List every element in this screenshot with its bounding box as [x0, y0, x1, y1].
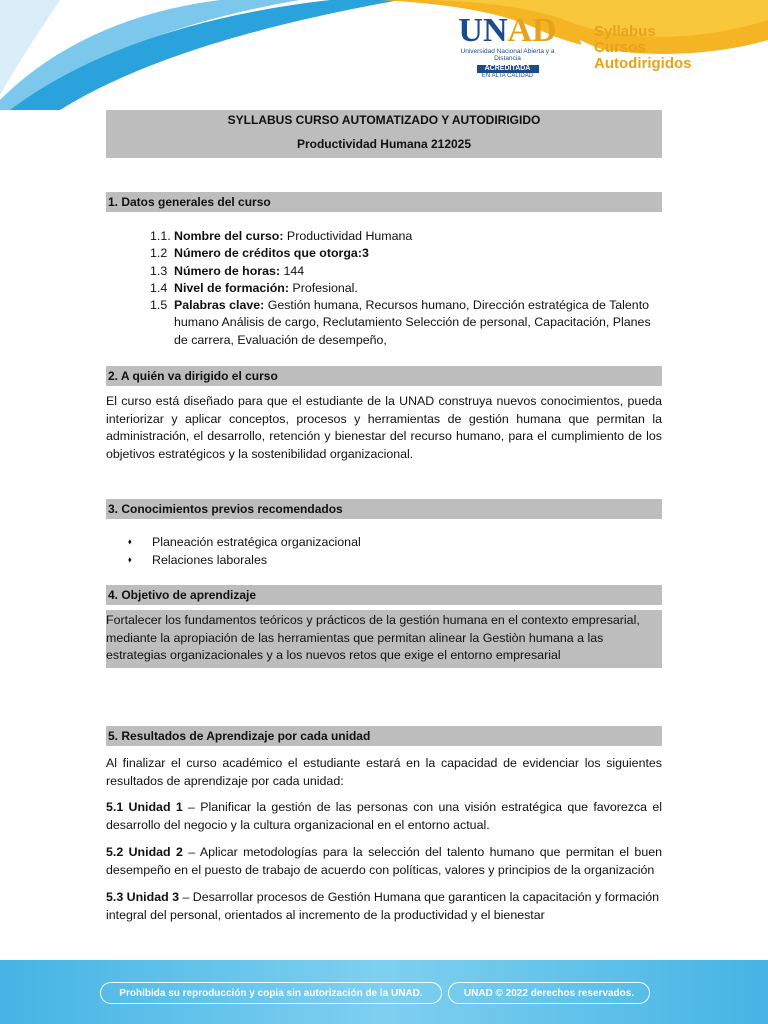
- unit-1-result: 5.1 Unidad 1 – Planificar la gestión de las personas con una visión estratégica que favorezca el desarrollo del negocio y la cultura organizacional en el entorno actual.: [106, 800, 662, 832]
- course-name-title: Productividad Humana 212025: [296, 137, 472, 151]
- course-general-data-list: [150, 228, 662, 349]
- logo-university-name: Universidad Nacional Abierta y a Distancia: [460, 48, 555, 62]
- section4-text: Fortalecer los fundamentos teóricos y prácticos de la gestión humana en el contexto empresarial, mediante la apropiación de las herramientas que permitan alinear la Gestiòn humana a las estrategias organizacionales y a los nuevos retos que exige el entorno empresarial: [106, 610, 662, 668]
- list-item: ⬧ Planeación estratégica organizacional: [128, 535, 361, 549]
- bullet-icon: ⬧: [128, 555, 132, 564]
- unit-3-result: 5.3 Unidad 3 – Desarrollar procesos de Gestión Humana que garanticen la capacitación y formación integral del personal, orientados al incremento de la productividad y el bienestar: [106, 890, 660, 922]
- list-item: ⬧ Relaciones laborales: [128, 553, 268, 567]
- syllabus-label: Syllabus Cursos Autodirigidos: [594, 23, 692, 72]
- logo-accredited: ACREDITADA: [477, 65, 539, 73]
- section4-heading: 4. Objetivo de aprendizaje: [106, 585, 662, 605]
- document-title-block: [106, 110, 662, 158]
- unit-2-result: 5.2 Unidad 2 – Aplicar metodologías para la selección del talento humano que permitan el buen desempeño en el puesto de trabajo de acuerdo con políticas, valores y principios de la organización: [106, 845, 662, 877]
- bullet-icon: ⬧: [128, 537, 132, 546]
- section2-heading: 2. A quién va dirigido el curso: [106, 366, 662, 386]
- list-item: 1.5 Palabras clave: Gestión humana, Recursos humano, Dirección estratégica de Talento humano Análisis de cargo, Reclutamiento Selección de personal, Capacitación, Planes de carrera, Evaluación de desempeño,: [150, 298, 651, 347]
- list-item: 1.4 Nivel de formación: Profesional.: [150, 280, 358, 295]
- section2-text: El curso está diseñado para que el estudiante de la UNAD construya nuevos conocimientos, pueda interiorizar y aplicar conceptos, procesos y herramientas de gestión humana que permitan la administración, el desarrollo, retención y bienestar del recurso humano, para el cumplimiento de los objetivos estratégicos y la sostenibilidad organizacional.: [106, 394, 662, 461]
- list-item: 1.3 Número de horas: 144: [150, 263, 305, 278]
- page-footer: [0, 960, 768, 1024]
- footer-rights: UNAD © 2022 derechos reservados.: [448, 982, 650, 1004]
- section3-heading: 3. Conocimientos previos recomendados: [106, 499, 662, 519]
- prior-knowledge-list: [128, 533, 361, 569]
- list-item: 1.2 Número de créditos que otorga:3: [150, 246, 369, 261]
- section5-intro: Al finalizar el curso académico el estudiante estará en la capacidad de evidenciar los siguientes resultados de aprendizaje por cada unidad:: [106, 756, 662, 788]
- section5-heading: 5. Resultados de Aprendizaje por cada unidad: [106, 726, 662, 746]
- unad-logo: UNAD Universidad Nacional Abierta y a Distancia ACREDITADA EN ALTA CALIDAD: [455, 10, 560, 90]
- list-item: 1.1. Nombre del curso: Productividad Humana: [150, 229, 413, 243]
- document-title: SYLLABUS CURSO AUTOMATIZADO Y AUTODIRIGIDO: [227, 113, 541, 127]
- footer-notice: Prohibida su reproducción y copia sin autorización de la UNAD.: [100, 982, 442, 1004]
- section1-heading: 1. Datos generales del curso: [106, 192, 662, 212]
- page-header: [0, 0, 768, 110]
- logo-high-quality: EN ALTA CALIDAD: [481, 73, 534, 79]
